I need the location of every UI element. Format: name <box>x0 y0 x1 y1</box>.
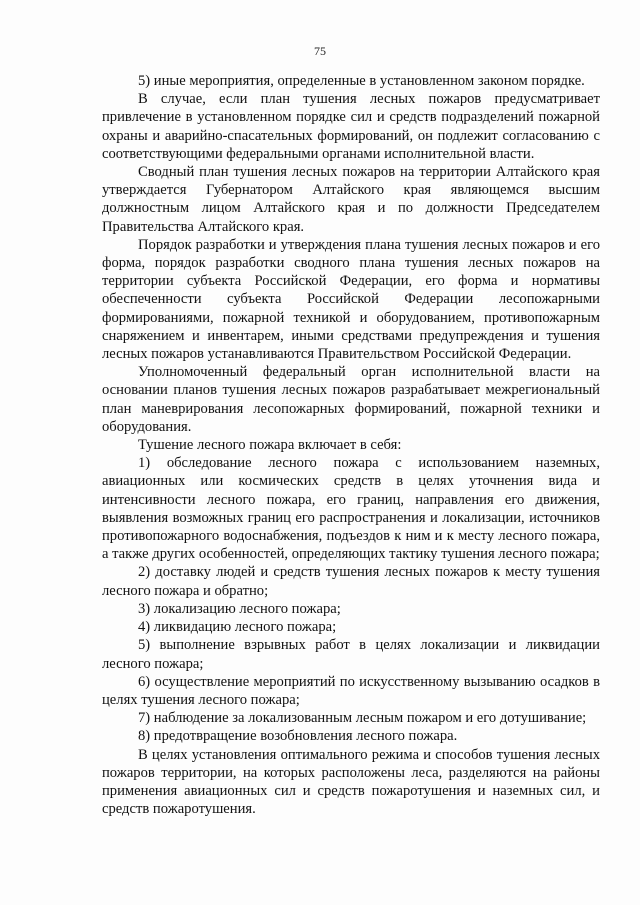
paragraph: В целях установления оптимального режима и способов тушения лесных пожаров территории, на которых расположены леса, разделяются на районы применения авиационных сил и средств пожаротушения и наземных сил, и средств пожаротушения. <box>102 746 600 818</box>
paragraph: Порядок разработки и утверждения плана тушения лесных пожаров и его форма, порядок разработки сводного плана тушения лесных пожаров на территории субъекта Российской Федерации, его форма и нормативы обеспеченности субъекта Российской Федерации лесопожарными формированиями, пожарной техникой и оборудованием, противопожарным снаряжением и инвентарем, иными средствами предупреждения и тушения лесных пожаров устанавливаются Правительством Российской Федерации. <box>102 236 600 363</box>
paragraph: Уполномоченный федеральный орган исполнительной власти на основании планов тушения лесных пожаров разрабатывает межрегиональный план маневрирования лесопожарных формирований, пожарной техники и оборудования. <box>102 364 600 435</box>
list-item: 8) предотвращение возобновления лесного пожара. <box>138 728 458 745</box>
list-item: 7) наблюдение за локализованным лесным пожаром и его дотушивание; <box>138 710 587 727</box>
list-item: 6) осуществление мероприятий по искусственному вызыванию осадков в целях тушения лесного пожара; <box>102 673 600 708</box>
list-item: 2) доставку людей и средств тушения лесных пожаров к месту тушения лесного пожара и обратно; <box>102 564 600 599</box>
list-item: 1) обследование лесного пожара с использованием наземных, авиационных или космических средств в целях уточнения вида и интенсивности лесного пожара, его границ, направления его движения, выявления возможных границ его распространения и локализации, источников противопожарного водоснабжения, подъездов к ним и к месту лесного пожара, а также других особенностей, определяющих тактику тушения лесного пожара; <box>102 455 600 563</box>
list-item: 3) локализацию лесного пожара; <box>138 600 341 617</box>
paragraph: 5) иные мероприятия, определенные в установленном законом порядке. <box>138 73 585 89</box>
paragraph: Сводный план тушения лесных пожаров на территории Алтайского края утверждается Губернатором Алтайского края являющемся высшим должностным лицом Алтайского края и по должности Председателем Правительства Алтайского края. <box>102 164 600 235</box>
paragraph: В случае, если план тушения лесных пожаров предусматривает привлечение в установленном порядке сил и средств подразделений пожарной охраны и аварийно-спасательных формирований, он подлежит согласованию с соответствующими федеральными органами исполнительной власти. <box>102 91 600 162</box>
page-number: 75 <box>314 44 326 58</box>
list-item: 5) выполнение взрывных работ в целях локализации и ликвидации лесного пожара; <box>102 637 600 672</box>
list-item: 4) ликвидацию лесного пожара; <box>138 619 337 636</box>
paragraph: Тушение лесного пожара включает в себя: <box>138 437 402 454</box>
document-body <box>102 72 600 818</box>
